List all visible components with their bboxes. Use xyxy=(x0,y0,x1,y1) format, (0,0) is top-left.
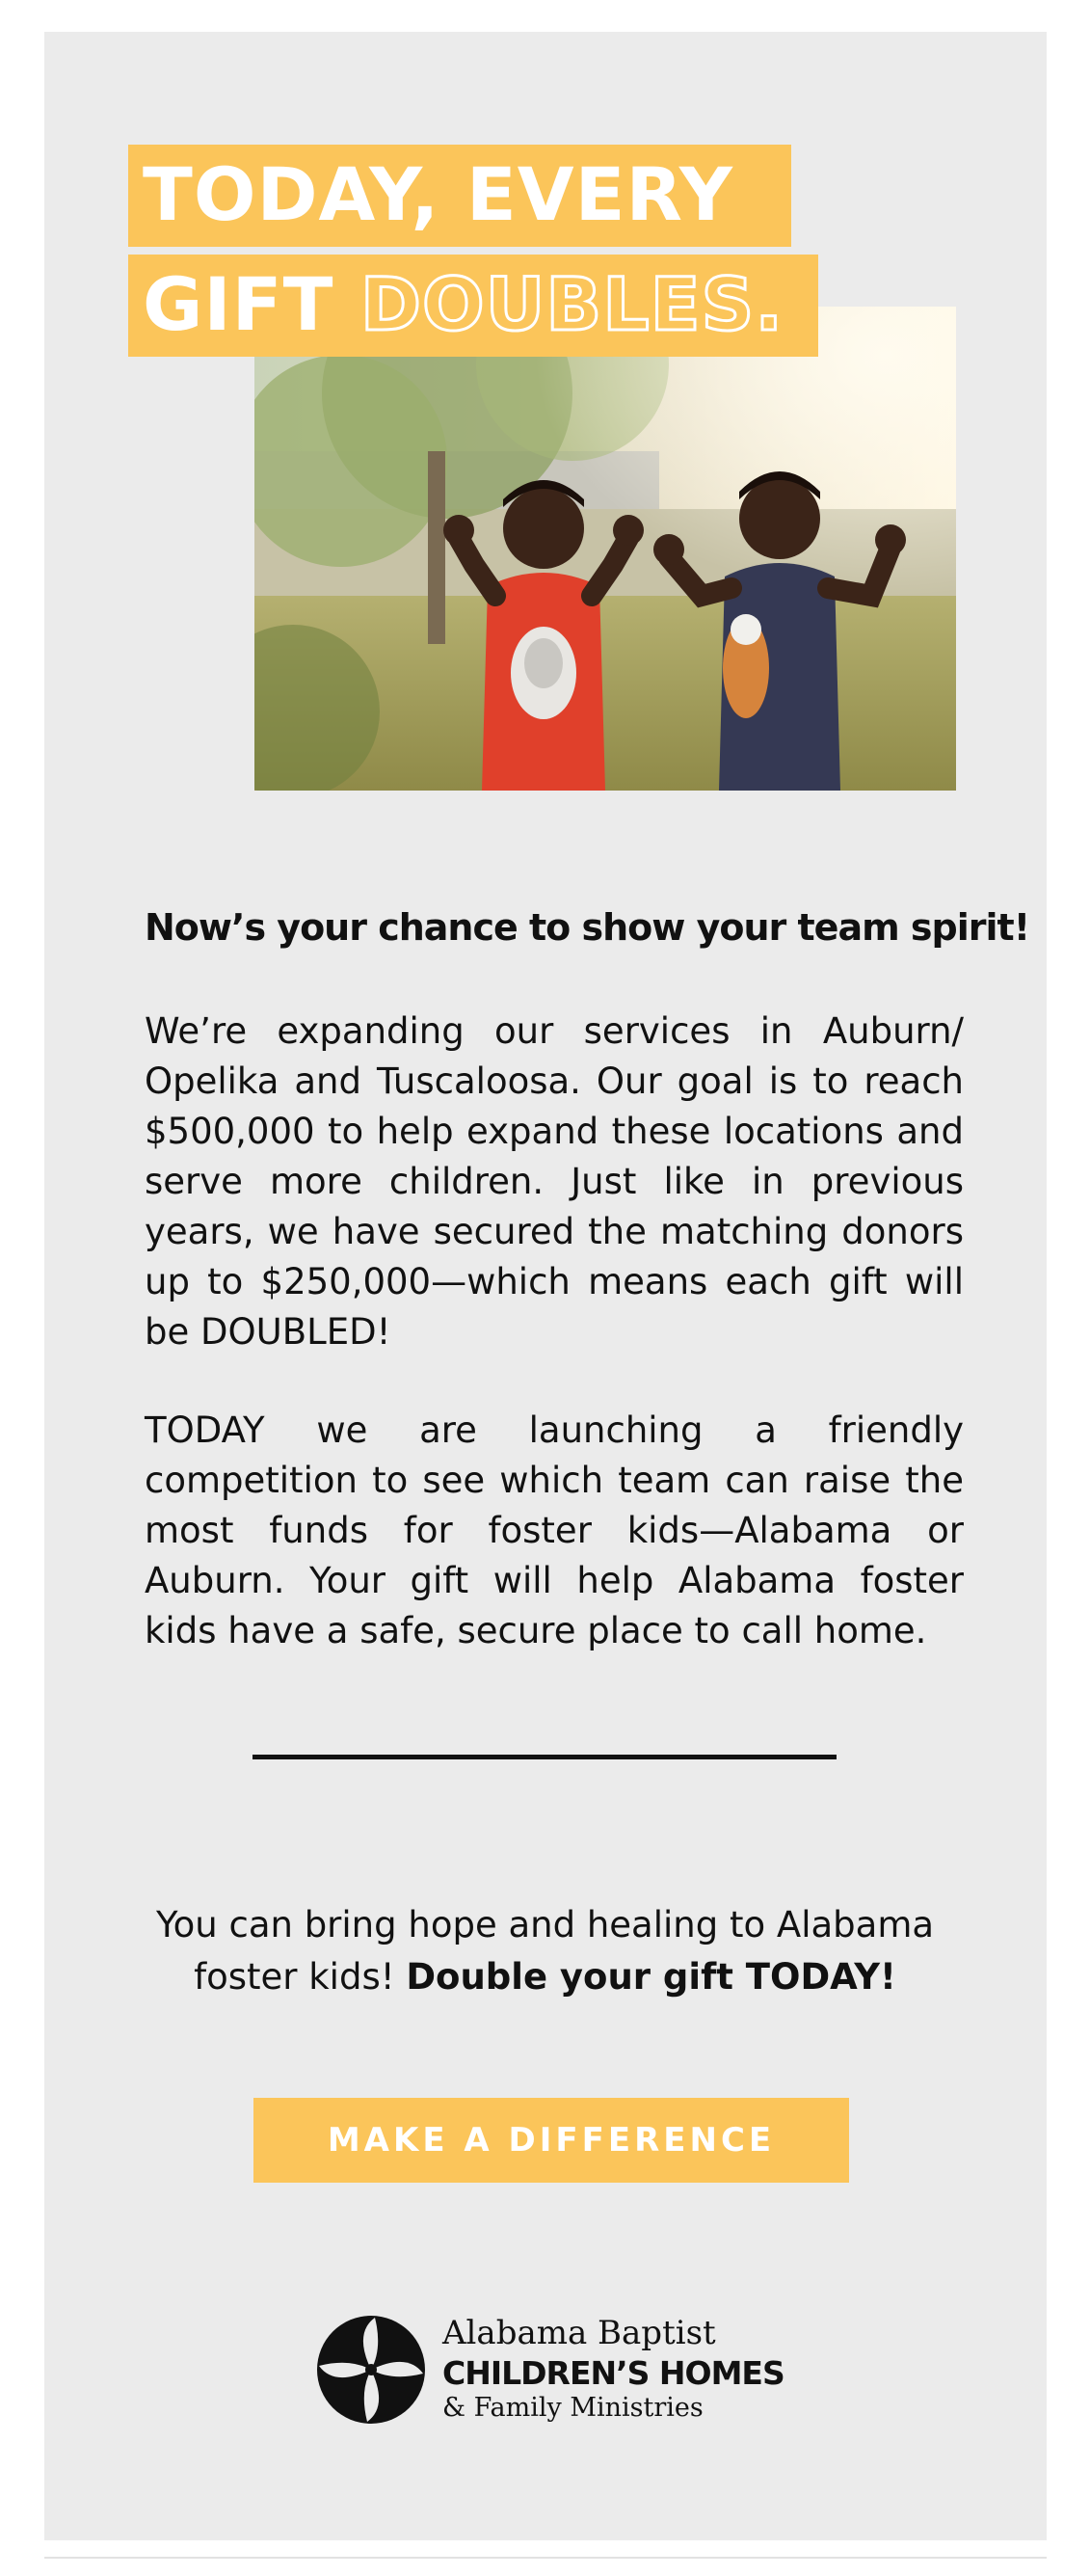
logo-line-2: CHILDREN’S HOMES xyxy=(442,2354,784,2392)
cta-message xyxy=(116,1899,974,2003)
cta-message-text: You can bring hope and healing to Alabama foster kids! xyxy=(155,1904,935,1998)
make-a-difference-button[interactable]: MAKE A DIFFERENCE xyxy=(253,2098,849,2183)
bottom-rule xyxy=(44,2557,1047,2559)
section-divider xyxy=(253,1755,837,1759)
body-paragraph-2: TODAY we are launching a friendly competition to see which team can raise the most funds for foster kids—Alabama or Auburn. Your gift will help Alabama foster kids have a safe, secure place to call home. xyxy=(145,1409,964,1651)
hero-photo xyxy=(254,307,956,791)
headline-line-2 xyxy=(143,261,784,347)
logo-line-1: Alabama Baptist xyxy=(442,2314,716,2352)
pinwheel-logo-icon xyxy=(315,2314,427,2426)
cta-message-bold: Double your gift TODAY! xyxy=(406,1956,896,1998)
subheading: Now’s your chance to show your team spirit! xyxy=(145,906,1030,949)
headline-solid-word: GIFT xyxy=(143,261,360,347)
headline-line-1: TODAY, EVERY xyxy=(143,151,733,237)
body-paragraph-1: We’re expanding our services in Auburn/ Opelika and Tuscaloosa. Our goal is to reach $500,000 to help expand these locations and serve more children. Just like in previous years, we have secured the matching donors up to $250,000—which means each gift will be DOUBLED! xyxy=(145,1010,964,1353)
organization-logo[interactable] xyxy=(315,2314,797,2429)
hero-illustration xyxy=(254,307,956,791)
logo-line-3: & Family Ministries xyxy=(442,2393,704,2423)
headline-outline-word: DOUBLES. xyxy=(359,261,784,347)
